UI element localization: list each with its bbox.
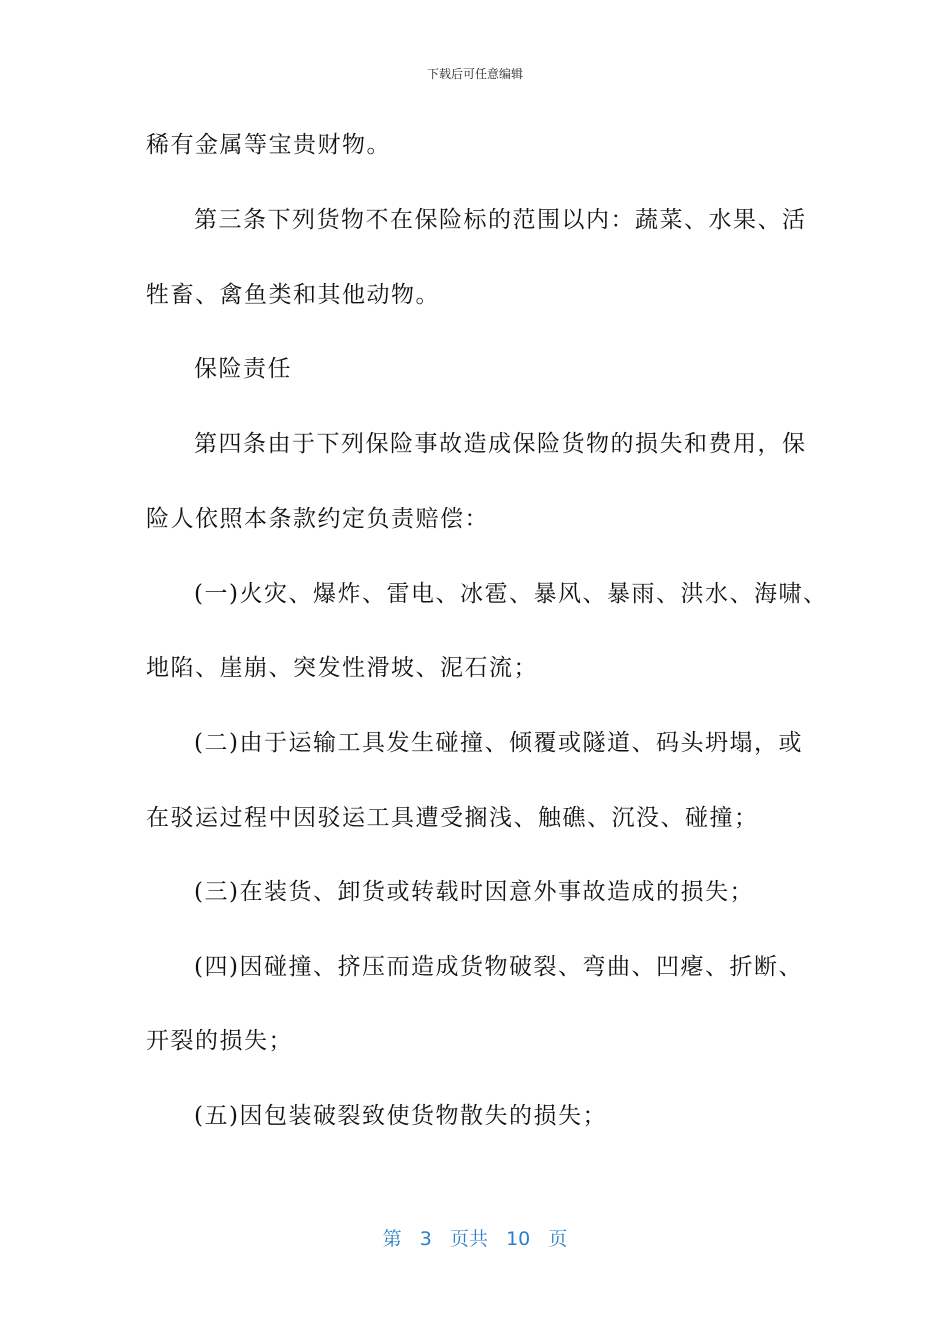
body-line: (三)在装货、卸货或转载时因意外事故造成的损失； <box>194 879 754 905</box>
body-line: 稀有金属等宝贵财物。 <box>146 132 391 158</box>
page-footer <box>0 1226 950 1252</box>
body-line: (四)因碰撞、挤压而造成货物破裂、弯曲、凹瘪、折断、 <box>194 954 803 980</box>
body-line: 地陷、崖崩、突发性滑坡、泥石流； <box>146 655 538 681</box>
footer-suffix: 页 <box>548 1228 568 1250</box>
section-heading: 保险责任 <box>194 356 292 382</box>
body-line: 第三条下列货物不在保险标的范围以内：蔬菜、水果、活 <box>194 207 807 233</box>
page-header: 下载后可任意编辑 <box>426 67 523 81</box>
total-pages-number: 10 <box>506 1228 531 1250</box>
body-line: (一)火灾、爆炸、雷电、冰雹、暴风、暴雨、洪水、海啸、 <box>194 581 828 607</box>
body-line: (二)由于运输工具发生碰撞、倾覆或隧道、码头坍塌，或 <box>194 730 803 756</box>
footer-prefix: 第 <box>382 1228 402 1250</box>
body-line: 在驳运过程中因驳运工具遭受搁浅、触礁、沉没、碰撞； <box>146 805 759 831</box>
current-page-number: 3 <box>419 1228 432 1250</box>
body-line: 牲畜、禽鱼类和其他动物。 <box>146 282 440 308</box>
body-line: (五)因包装破裂致使货物散失的损失； <box>194 1103 607 1129</box>
footer-middle: 页共 <box>449 1228 488 1250</box>
body-line: 第四条由于下列保险事故造成保险货物的损失和费用，保 <box>194 431 807 457</box>
body-line: 险人依照本条款约定负责赔偿： <box>146 506 489 532</box>
body-line: 开裂的损失； <box>146 1028 293 1054</box>
